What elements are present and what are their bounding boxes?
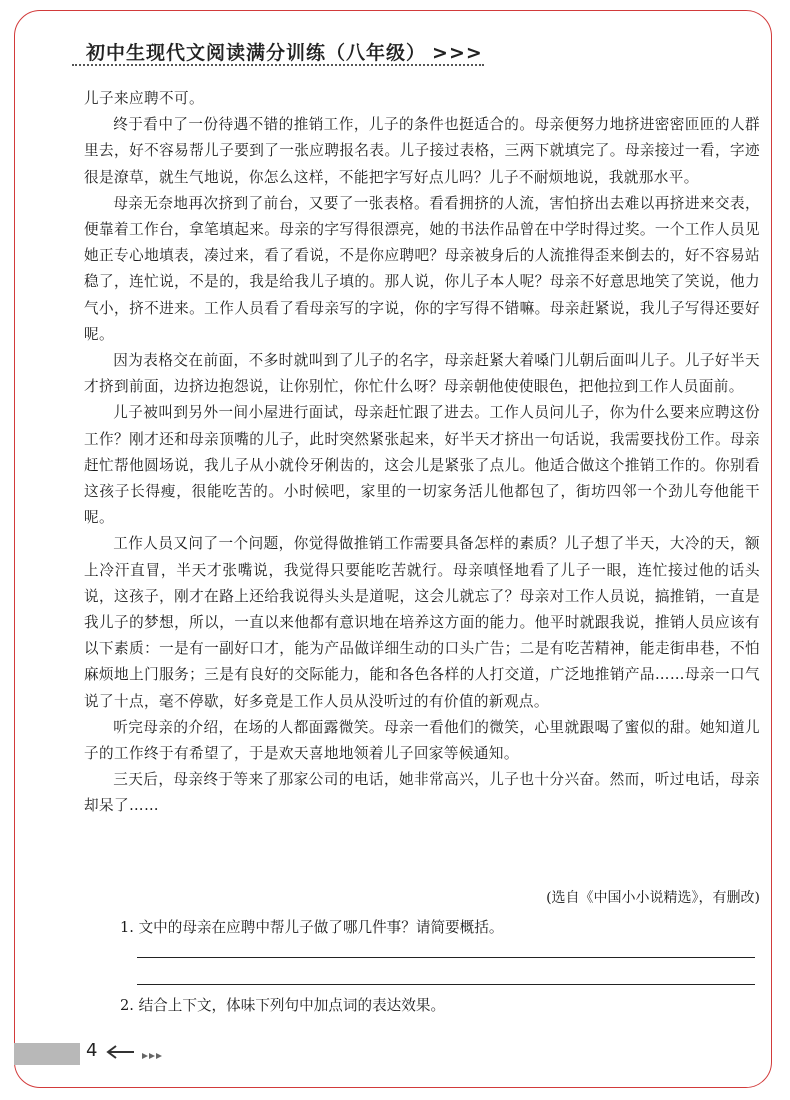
footer-gray-bar	[14, 1043, 80, 1065]
answer-line[interactable]	[137, 984, 755, 985]
question-2: 2. 结合上下文，体味下列句中加点词的表达效果。	[120, 997, 446, 1014]
grade-label: （八年级）	[326, 42, 427, 64]
paragraph: 终于看中了一份待遇不错的推销工作，儿子的条件也挺适合的。母亲便努力地挤进密密匝匝的人群里去，好不容易帮儿子要到了一张应聘报名表。儿子接过表格，三两下就填完了。母亲接过一看，字迹很是潦草，就生气地说，你怎么这样，不能把字写好点儿吗？儿子不耐烦地说，我就那水平。	[84, 116, 760, 186]
paragraph: 儿子来应聘不可。	[84, 90, 204, 107]
header-dotted-rule	[72, 64, 484, 66]
article-body	[84, 86, 760, 820]
page-arrow-icon	[104, 1041, 174, 1065]
page-number: 4	[86, 1040, 98, 1061]
book-title: 初中生现代文阅读满分训练	[86, 42, 327, 64]
source-citation: (选自《中国小小说精选》，有删改)	[546, 890, 760, 906]
running-header	[86, 38, 483, 65]
header-arrows: >>>	[432, 42, 483, 64]
paragraph: 三天后，母亲终于等来了那家公司的电话，她非常高兴，儿子也十分兴奋。然而，听过电话，母亲却呆了……	[84, 771, 760, 815]
paragraph: 听完母亲的介绍，在场的人都面露微笑。母亲一看他们的微笑，心里就跟喝了蜜似的甜。她知道儿子的工作终于有希望了，于是欢天喜地地领着儿子回家等候通知。	[84, 718, 760, 763]
paragraph: 工作人员又问了一个问题，你觉得做推销工作需要具备怎样的素质？儿子想了半天，大冷的天，额上冷汗直冒，半天才张嘴说，我觉得只要能吃苦就行。母亲嗔怪地看了儿子一眼，连忙接过他的话头说，这孩子，刚才在路上还给我说得头头是道呢，这会儿就忘了？母亲对工作人员说，搞推销，一直是我儿子的梦想，所以，一直以来他都有意识地在培养这方面的能力。他平时就跟我说，推销人员应该有以下素质：一是有一副好口才，能为产品做详细生动的口头广告；二是有吃苦精神，能走街串巷，不怕麻烦地上门服务；三是有良好的交际能力，能和各色各样的人打交道，广泛地推销产品……母亲一口气说了十点，毫不停歇，好多竟是工作人员从没听过的有价值的新观点。	[84, 535, 760, 710]
answer-line[interactable]	[137, 957, 755, 958]
question-1: 1. 文中的母亲在应聘中帮儿子做了哪几件事？请简要概括。	[120, 919, 504, 936]
paragraph: 因为表格交在前面，不多时就叫到了儿子的名字，母亲赶紧大着嗓门儿朝后面叫儿子。儿子好半天才挤到前面，边挤边抱怨说，让你别忙，你忙什么呀？母亲朝他使使眼色，把他拉到工作人员面前。	[84, 352, 760, 396]
paragraph: 儿子被叫到另外一间小屋进行面试，母亲赶忙跟了进去。工作人员问儿子，你为什么要来应聘这份工作？刚才还和母亲顶嘴的儿子，此时突然紧张起来，好半天才挤出一句话说，我需要找份工作。母亲赶忙帮他圆场说，我儿子从小就伶牙俐齿的，这会儿是紧张了点儿。他适合做这个推销工作的。你别看这孩子长得瘦，很能吃苦的。小时候吧，家里的一切家务活儿他都包了，街坊四邻一个劲儿夸他能干呢。	[84, 404, 760, 527]
paragraph: 母亲无奈地再次挤到了前台，又要了一张表格。看看拥挤的人流，害怕挤出去难以再挤进来交表，便靠着工作台，拿笔填起来。母亲的字写得很漂亮，她的书法作品曾在中学时得过奖。一个工作人员见她正专心地填表，凑过来，看了看说，不是你应聘吧？母亲被身后的人流推得歪来倒去的，好不容易站稳了，连忙说，不是的，我是给我儿子填的。那人说，你儿子本人呢？母亲不好意思地笑了笑说，他力气小，挤不进来。工作人员看了看母亲写的字说，你的字写得不错嘛。母亲赶紧说，我儿子写得还要好呢。	[84, 194, 760, 343]
